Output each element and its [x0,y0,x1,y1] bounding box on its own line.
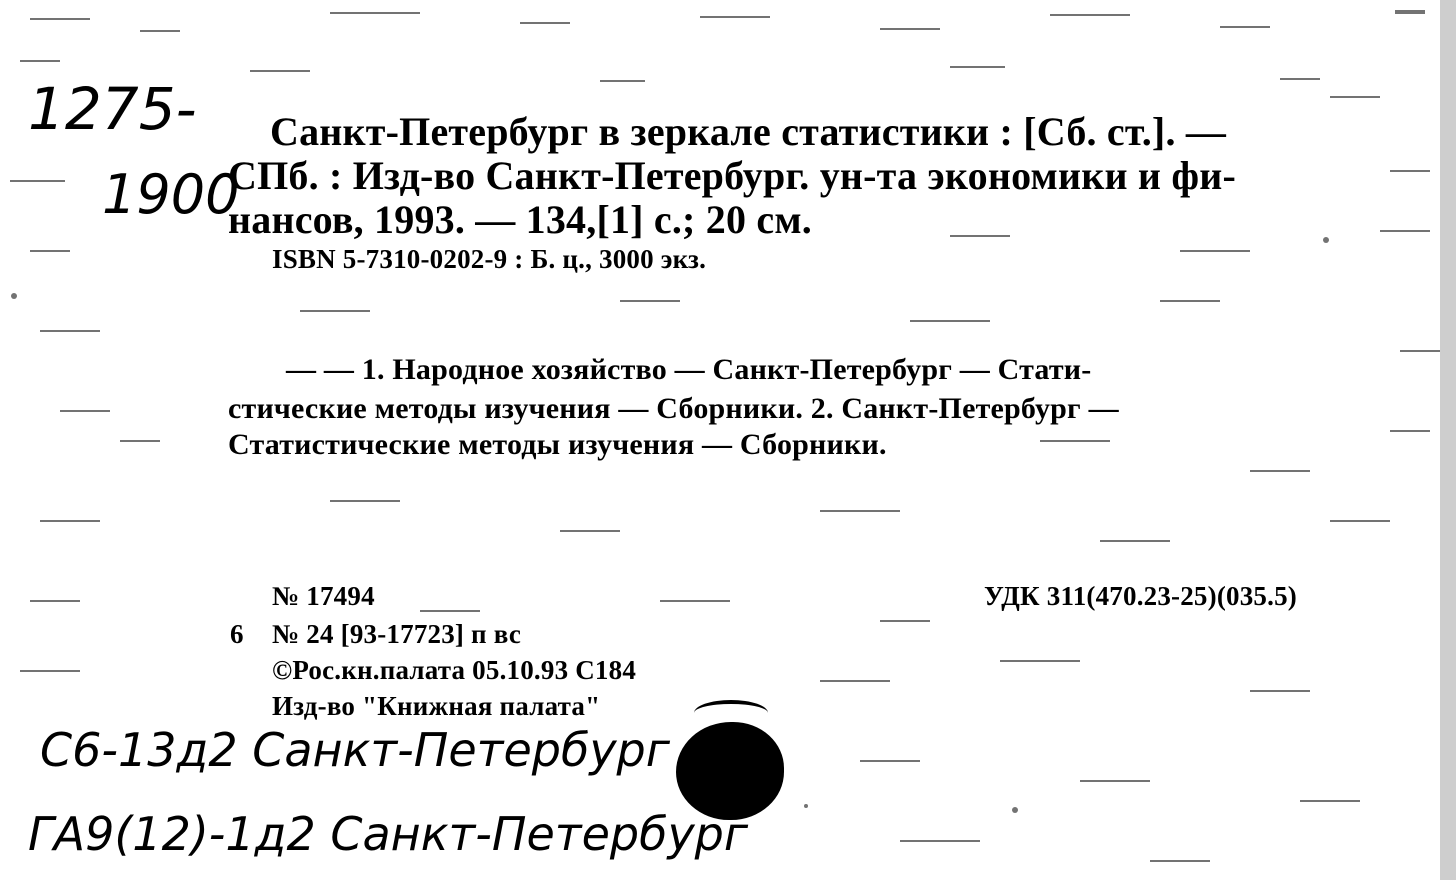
handwritten-classification-2: ГА9(12)-1д2 Санкт-Петербург [28,807,749,861]
entry-title-line-2: СПб. : Изд-во Санкт-Петербург. ун-та экономики и фи- [228,153,1236,198]
footer-number-2-prefix: 6 [230,619,244,649]
handwritten-call-number: 1275- [28,75,197,143]
entry-isbn: ISBN 5-7310-0202-9 : Б. ц., 3000 экз. [272,244,707,274]
subjects-line-2: стические методы изучения — Сборники. 2. Санкт-Петербург — [228,392,1119,425]
udc-code: УДК 311(470.23-25)(035.5) [984,581,1297,611]
subjects-line-3: Статистические методы изучения — Сборники. [228,428,887,461]
handwritten-year: 1900 [102,163,240,226]
entry-title-line-3: нансов, 1993. — 134,[1] с.; 20 см. [228,197,812,242]
entry-title-line-1: Санкт-Петербург в зеркале статистики : [Сб. ст.]. — [270,109,1227,154]
subjects-line-1: — — 1. Народное хозяйство — Санкт-Петербург — Стати- [286,353,1092,386]
footer-number-1: № 17494 [272,581,375,611]
footer-number-2: № 24 [93-17723] п вс [272,619,522,649]
footer-publisher: Изд-во "Книжная палата" [272,691,601,721]
handwritten-classification-1: С6-13д2 Санкт-Петербург [40,723,670,777]
footer-copyright: ©Рос.кн.палата 05.10.93 С184 [272,655,637,685]
